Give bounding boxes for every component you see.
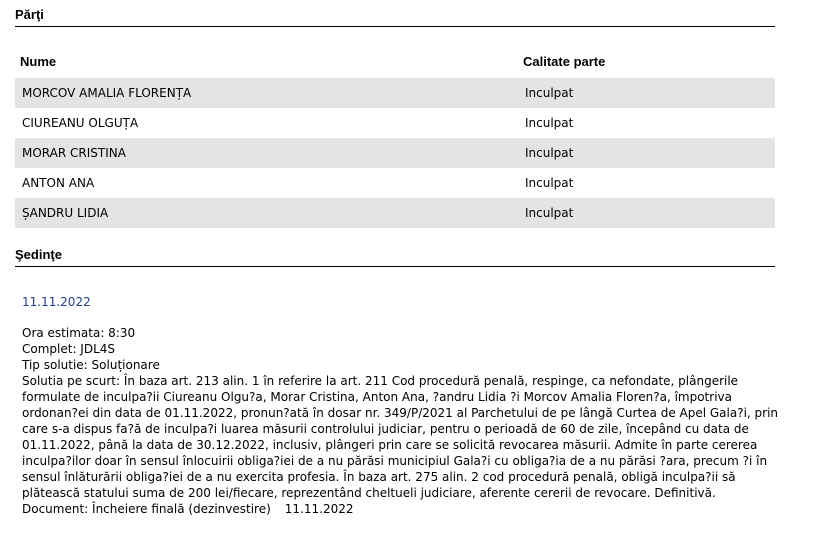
summary-line: formulate de inculpa?ii Ciureanu Olgu?a, Morar Cristina, Anton Ana, ?andru Lidia ?i Morcov Amalia Floren?a, împotriva (22, 390, 732, 404)
document-type: Document: Încheiere finală (dezinvestire) (22, 502, 271, 516)
panel: Complet: JDL4S (22, 342, 116, 356)
party-name: MORCOV AMALIA FLORENȚA (22, 86, 192, 100)
column-header-nume: Nume (20, 54, 57, 69)
summary-line: sensul înlăturării obliga?iei de a nu exercita profesia. În baza art. 275 alin. 2 cod procedură penală, obligă inculpa?ii să (22, 470, 736, 484)
sedinte-divider (15, 266, 775, 267)
summary-line: plătească statului suma de 200 lei/fiecare, reprezentând cheltueli judiciare, aferente cererii de revocare. Definitivă. (22, 486, 716, 500)
party-role: Inculpat (525, 86, 574, 100)
column-header-calitate-parte: Calitate parte (523, 54, 606, 69)
hearing-date-link[interactable]: 11.11.2022 (22, 295, 91, 309)
summary-line: 01.11.2022, până la data de 30.12.2022, inclusiv, plângeri prin care se solicită revocarea măsurii. Admite în parte cererea (22, 438, 758, 452)
summary-line: care s-a dispus fa?ă de inculpa?i luarea măsurii controlului judiciar, pentru o perioadă de 60 de zile, începând cu data de (22, 422, 749, 436)
solution-type: Tip solutie: Soluționare (22, 358, 160, 372)
party-name: CIUREANU OLGUȚA (22, 116, 139, 130)
party-role: Inculpat (525, 146, 574, 160)
party-name: ANTON ANA (22, 176, 95, 190)
party-name: ȘANDRU LIDIA (22, 206, 109, 220)
party-role: Inculpat (525, 116, 574, 130)
estimated-time: Ora estimata: 8:30 (22, 326, 136, 340)
party-role: Inculpat (525, 176, 574, 190)
table-row (15, 108, 775, 138)
summary-line: ordonan?ei din data de 01.11.2022, pronun?ată în dosar nr. 349/P/2021 al Parchetului de pe lângă Curtea de Apel Gala?i, prin (22, 406, 779, 420)
parti-divider (15, 26, 775, 27)
party-role: Inculpat (525, 206, 574, 220)
table-row (15, 78, 775, 108)
table-row (15, 138, 775, 168)
table-row (15, 168, 775, 198)
sedinte-section-title: Şedinţe (15, 247, 62, 262)
document-date: 11.11.2022 (284, 502, 354, 516)
parti-section-title: Părţi (15, 7, 44, 22)
document-line (22, 501, 772, 517)
summary-line: inculpa?ilor doar în sensul înlocuirii obliga?iei de a nu părăsi municipiul Gala?i cu obliga?ia de a nu părăsi ?ara, precum ?i în (22, 454, 768, 468)
summary-line: Solutia pe scurt: În baza art. 213 alin. 1 în referire la art. 211 Cod procedură penală, respinge, ca nefondate, plângerile (22, 374, 739, 388)
solution-summary (22, 373, 779, 501)
party-name: MORAR CRISTINA (22, 146, 126, 160)
hearing-details (22, 325, 779, 517)
table-row (15, 198, 775, 228)
